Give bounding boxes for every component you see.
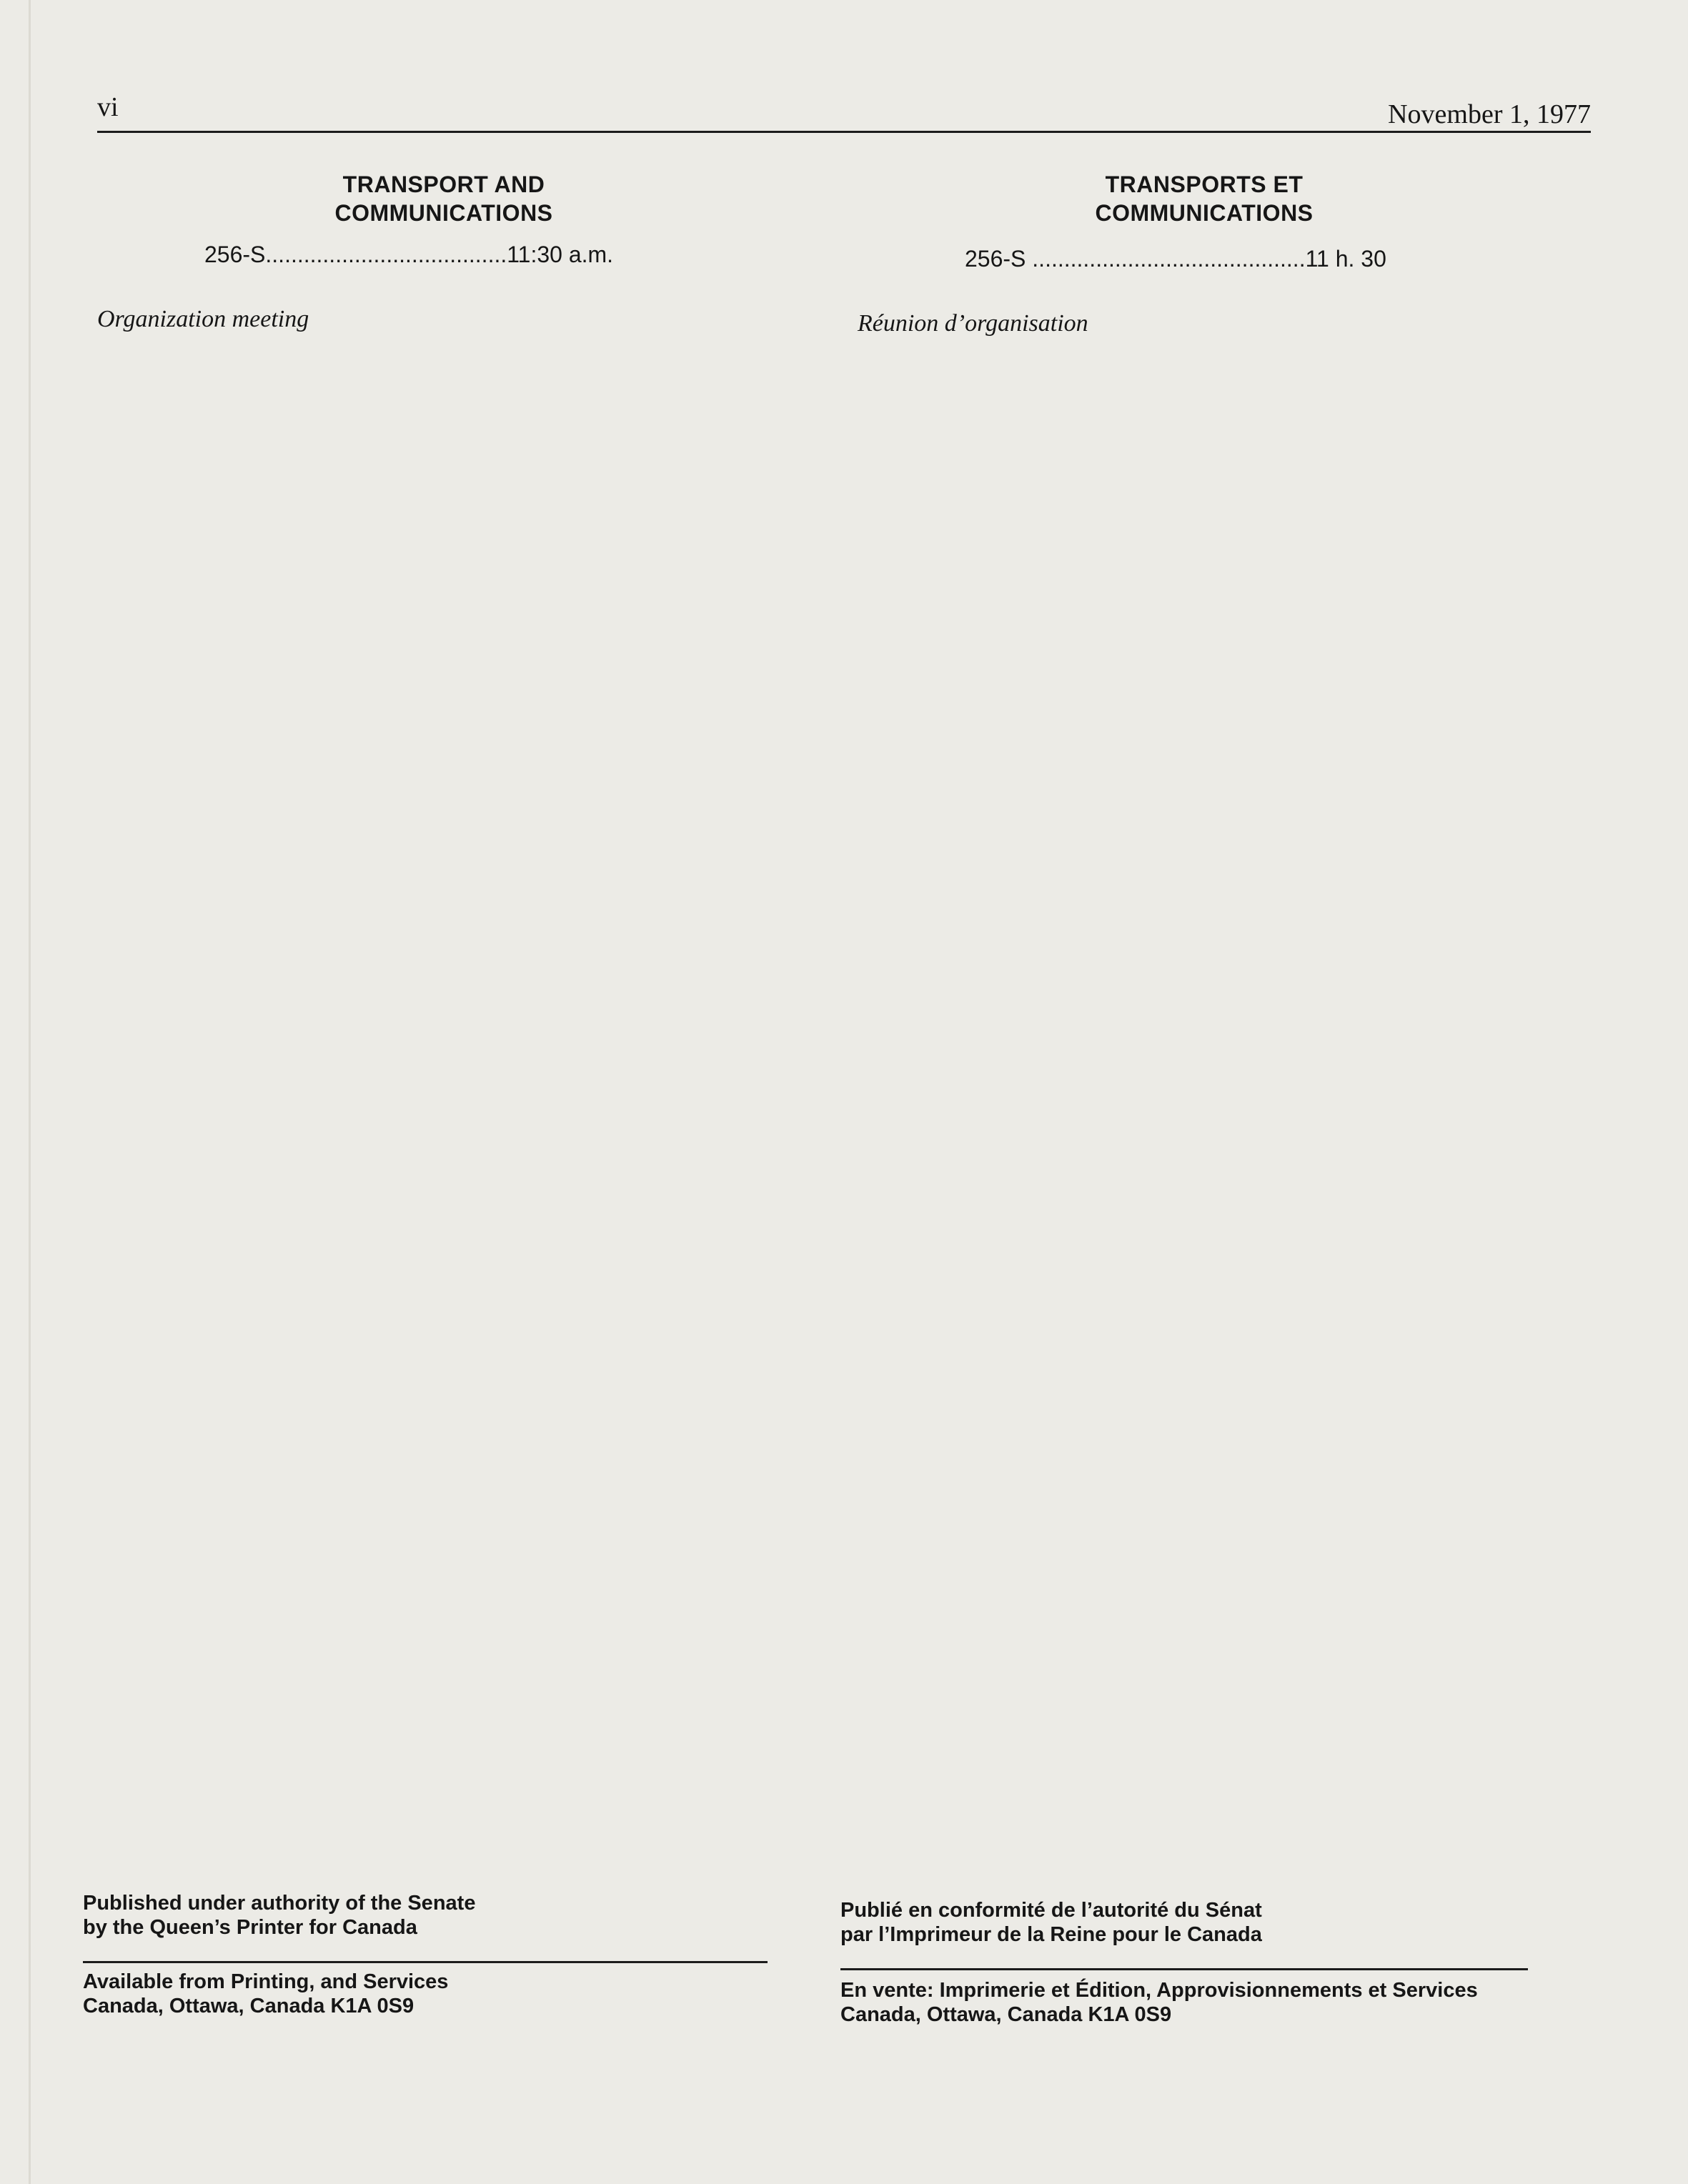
committee-title-line: TRANSPORTS ET xyxy=(1105,172,1304,197)
availability-line: En vente: Imprimerie et Édition, Approvisionnements et Services xyxy=(840,1979,1478,2002)
header-rule xyxy=(97,131,1591,133)
page-header xyxy=(97,91,1591,134)
publisher-line: par l’Imprimeur de la Reine pour le Canada xyxy=(840,1923,1262,1946)
availability-line: Available from Printing, and Services xyxy=(83,1970,449,1993)
schedule-french: 256-S ...........................................11 h. 30 xyxy=(965,246,1386,272)
committee-title-line: COMMUNICATIONS xyxy=(334,200,553,226)
publisher-note-english xyxy=(83,1891,798,1940)
committee-title-line: COMMUNICATIONS xyxy=(1095,200,1314,226)
committee-title-french xyxy=(1015,170,1394,227)
publisher-line: Published under authority of the Senate xyxy=(83,1892,476,1915)
footer-rule-english xyxy=(83,1961,768,1963)
page-binding-edge xyxy=(29,0,31,2184)
publisher-line: by the Queen’s Printer for Canada xyxy=(83,1916,417,1939)
page-number: vi xyxy=(97,92,119,122)
availability-note-french xyxy=(840,1978,1627,2027)
publisher-line: Publié en conformité de l’autorité du Sénat xyxy=(840,1899,1262,1922)
committee-title-english xyxy=(254,170,633,227)
publisher-note-french xyxy=(840,1898,1591,1947)
availability-line: Canada, Ottawa, Canada K1A 0S9 xyxy=(840,2003,1172,2026)
meeting-type-french: Réunion d’organisation xyxy=(858,310,1088,337)
schedule-english: 256-S......................................11:30 a.m. xyxy=(204,242,614,267)
committee-title-line: TRANSPORT AND xyxy=(342,172,545,197)
page-date: November 1, 1977 xyxy=(1388,99,1591,129)
availability-note-english xyxy=(83,1970,798,2018)
footer-rule-french xyxy=(840,1968,1528,1970)
availability-line: Canada, Ottawa, Canada K1A 0S9 xyxy=(83,1995,414,2017)
meeting-type-english: Organization meeting xyxy=(97,306,309,332)
